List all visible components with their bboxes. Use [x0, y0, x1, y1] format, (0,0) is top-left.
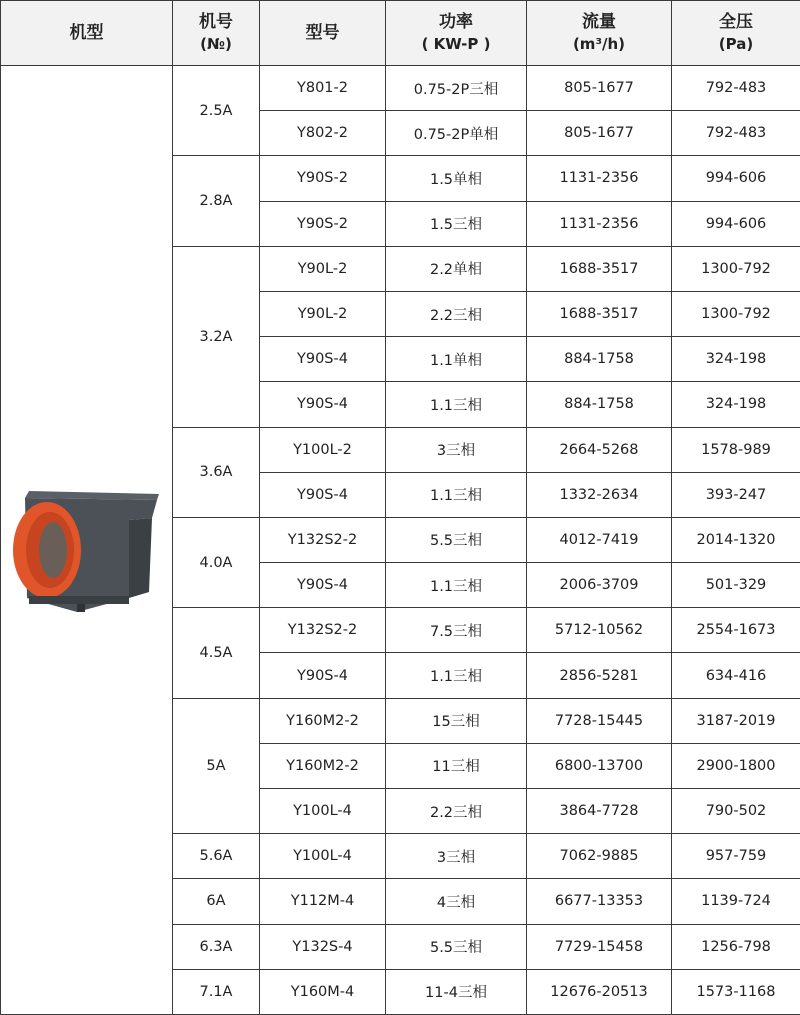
- machine-no-cell: 6A: [173, 879, 260, 924]
- motor-model-cell: Y100L-2: [260, 427, 386, 472]
- header-flow: 流量 (m³/h): [527, 1, 672, 66]
- motor-model-cell: Y802-2: [260, 111, 386, 156]
- flow-cell: 5712-10562: [527, 608, 672, 653]
- motor-model-cell: Y132S2-2: [260, 608, 386, 653]
- pressure-cell: 994-606: [672, 201, 800, 246]
- pressure-cell: 2554-1673: [672, 608, 800, 653]
- header-machine-no-sub: (№): [173, 33, 259, 55]
- motor-model-cell: Y160M2-2: [260, 743, 386, 788]
- motor-model-cell: Y90S-2: [260, 201, 386, 246]
- power-cell: 1.5三相: [386, 201, 527, 246]
- machine-no-cell: 2.8A: [173, 156, 260, 246]
- motor-model-cell: Y90S-2: [260, 156, 386, 201]
- pressure-cell: 1578-989: [672, 427, 800, 472]
- power-cell: 1.1三相: [386, 563, 527, 608]
- motor-model-cell: Y90S-4: [260, 382, 386, 427]
- motor-model-cell: Y801-2: [260, 66, 386, 111]
- header-power-sub: ( KW-P ): [386, 33, 526, 55]
- pressure-cell: 1139-724: [672, 879, 800, 924]
- power-cell: 1.1单相: [386, 337, 527, 382]
- centrifugal-fan-icon: [7, 460, 167, 620]
- pressure-cell: 994-606: [672, 156, 800, 201]
- motor-model-cell: Y90S-4: [260, 653, 386, 698]
- pressure-cell: 2900-1800: [672, 743, 800, 788]
- power-cell: 1.1三相: [386, 653, 527, 698]
- power-cell: 11-4三相: [386, 969, 527, 1014]
- pressure-cell: 2014-1320: [672, 517, 800, 562]
- pressure-cell: 3187-2019: [672, 698, 800, 743]
- power-cell: 5.5三相: [386, 924, 527, 969]
- motor-model-cell: Y90S-4: [260, 472, 386, 517]
- power-cell: 1.1三相: [386, 382, 527, 427]
- machine-no-cell: 4.0A: [173, 517, 260, 607]
- pressure-cell: 1256-798: [672, 924, 800, 969]
- pressure-cell: 790-502: [672, 789, 800, 834]
- motor-model-cell: Y90S-4: [260, 563, 386, 608]
- motor-model-cell: Y160M-4: [260, 969, 386, 1014]
- flow-cell: 2856-5281: [527, 653, 672, 698]
- header-flow-sub: (m³/h): [527, 33, 671, 55]
- header-pressure: 全压 (Pa): [672, 1, 800, 66]
- machine-no-cell: 4.5A: [173, 608, 260, 698]
- header-model-type: 机型: [1, 1, 173, 66]
- power-cell: 15三相: [386, 698, 527, 743]
- pressure-cell: 393-247: [672, 472, 800, 517]
- power-cell: 2.2三相: [386, 789, 527, 834]
- pressure-cell: 634-416: [672, 653, 800, 698]
- power-cell: 5.5三相: [386, 517, 527, 562]
- motor-model-cell: Y100L-4: [260, 834, 386, 879]
- flow-cell: 1332-2634: [527, 472, 672, 517]
- flow-cell: 3864-7728: [527, 789, 672, 834]
- pressure-cell: 501-329: [672, 563, 800, 608]
- machine-no-cell: 7.1A: [173, 969, 260, 1014]
- flow-cell: 2664-5268: [527, 427, 672, 472]
- motor-model-cell: Y160M2-2: [260, 698, 386, 743]
- flow-cell: 12676-20513: [527, 969, 672, 1014]
- power-cell: 0.75-2P三相: [386, 66, 527, 111]
- flow-cell: 805-1677: [527, 111, 672, 156]
- flow-cell: 884-1758: [527, 337, 672, 382]
- flow-cell: 7728-15445: [527, 698, 672, 743]
- flow-cell: 7062-9885: [527, 834, 672, 879]
- header-motor-model: 型号: [260, 1, 386, 66]
- flow-cell: 7729-15458: [527, 924, 672, 969]
- motor-model-cell: Y90L-2: [260, 291, 386, 336]
- flow-cell: 805-1677: [527, 66, 672, 111]
- header-power: 功率 ( KW-P ): [386, 1, 527, 66]
- pressure-cell: 324-198: [672, 382, 800, 427]
- flow-cell: 1131-2356: [527, 201, 672, 246]
- flow-cell: 1688-3517: [527, 291, 672, 336]
- flow-cell: 6800-13700: [527, 743, 672, 788]
- power-cell: 1.1三相: [386, 472, 527, 517]
- motor-model-cell: Y112M-4: [260, 879, 386, 924]
- power-cell: 0.75-2P单相: [386, 111, 527, 156]
- flow-cell: 6677-13353: [527, 879, 672, 924]
- machine-no-cell: 3.6A: [173, 427, 260, 517]
- pressure-cell: 324-198: [672, 337, 800, 382]
- table-row: [1, 66, 800, 111]
- pressure-cell: 957-759: [672, 834, 800, 879]
- flow-cell: 1688-3517: [527, 246, 672, 291]
- machine-no-cell: 6.3A: [173, 924, 260, 969]
- motor-model-cell: Y132S-4: [260, 924, 386, 969]
- flow-cell: 1131-2356: [527, 156, 672, 201]
- header-pressure-sub: (Pa): [672, 33, 800, 55]
- machine-no-cell: 5A: [173, 698, 260, 834]
- power-cell: 2.2三相: [386, 291, 527, 336]
- power-cell: 11三相: [386, 743, 527, 788]
- flow-cell: 2006-3709: [527, 563, 672, 608]
- power-cell: 3三相: [386, 834, 527, 879]
- pressure-cell: 1300-792: [672, 246, 800, 291]
- pressure-cell: 792-483: [672, 111, 800, 156]
- power-cell: 1.5单相: [386, 156, 527, 201]
- power-cell: 2.2单相: [386, 246, 527, 291]
- fan-image-cell: [1, 66, 173, 1015]
- motor-model-cell: Y90S-4: [260, 337, 386, 382]
- pressure-cell: 1300-792: [672, 291, 800, 336]
- header-row: [1, 1, 800, 66]
- power-cell: 7.5三相: [386, 608, 527, 653]
- flow-cell: 884-1758: [527, 382, 672, 427]
- header-machine-no: 机号 (№): [173, 1, 260, 66]
- machine-no-cell: 2.5A: [173, 66, 260, 156]
- power-cell: 3三相: [386, 427, 527, 472]
- flow-cell: 4012-7419: [527, 517, 672, 562]
- machine-no-cell: 3.2A: [173, 246, 260, 427]
- pressure-cell: 1573-1168: [672, 969, 800, 1014]
- motor-model-cell: Y90L-2: [260, 246, 386, 291]
- pressure-cell: 792-483: [672, 66, 800, 111]
- motor-model-cell: Y132S2-2: [260, 517, 386, 562]
- machine-no-cell: 5.6A: [173, 834, 260, 879]
- spec-table-body: [1, 66, 800, 1015]
- power-cell: 4三相: [386, 879, 527, 924]
- motor-model-cell: Y100L-4: [260, 789, 386, 834]
